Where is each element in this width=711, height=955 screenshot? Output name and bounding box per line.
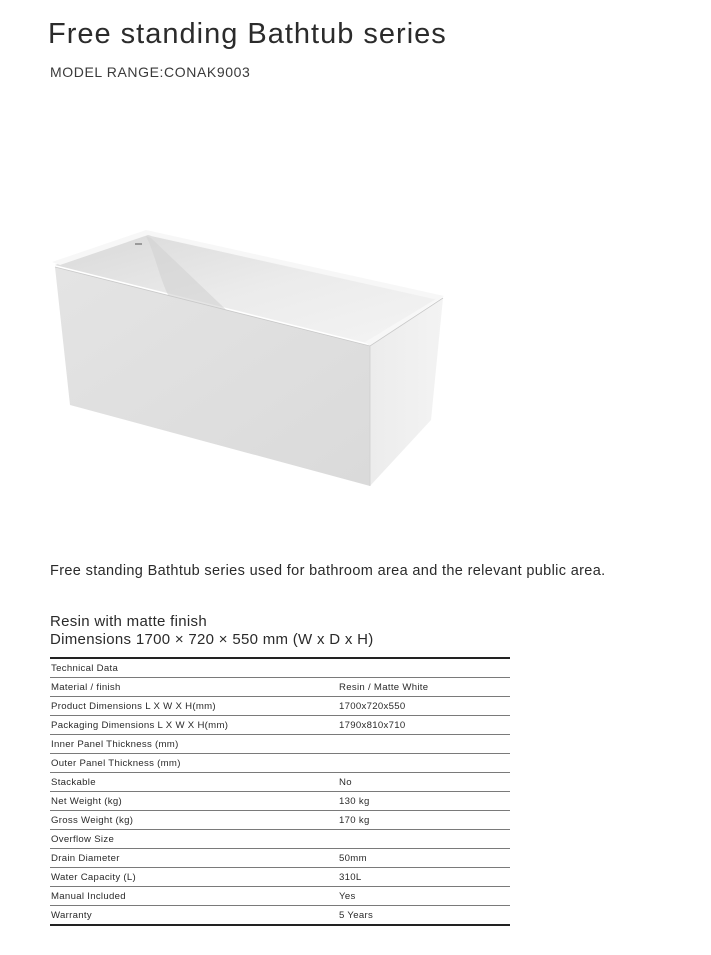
row-value: [338, 830, 510, 849]
table-row: [50, 735, 510, 754]
table-row: [50, 792, 510, 811]
row-value: [338, 754, 510, 773]
row-value: 1700x720x550: [338, 697, 510, 716]
page-title: Free standing Bathtub series: [48, 18, 447, 50]
row-value: 5 Years: [339, 909, 374, 921]
row-value: 1790x810x710: [338, 716, 510, 735]
row-label: Drain Diameter: [50, 849, 338, 868]
row-value: No: [338, 773, 510, 792]
row-label: Material / finish: [50, 678, 338, 697]
row-label: Inner Panel Thickness (mm): [50, 735, 338, 754]
row-label: Gross Weight (kg): [50, 811, 338, 830]
row-value: [338, 735, 510, 754]
bathtub-image: [40, 220, 460, 500]
row-value: 310L: [338, 868, 510, 887]
table-row: [50, 868, 510, 887]
table-row: [50, 887, 510, 906]
product-description: Free standing Bathtub series used for bathroom area and the relevant public area.: [50, 563, 606, 579]
row-value: 170 kg: [338, 811, 510, 830]
row-value: 130 kg: [338, 792, 510, 811]
row-label: Warranty: [51, 909, 92, 921]
row-label: Product Dimensions L X W X H(mm): [50, 697, 338, 716]
table-row: [50, 773, 510, 792]
row-label: Packaging Dimensions L X W X H(mm): [50, 716, 338, 735]
table-row: [50, 830, 510, 849]
table-row: [50, 906, 510, 926]
row-value: 50mm: [338, 849, 510, 868]
table-row: [50, 716, 510, 735]
row-label: Stackable: [50, 773, 338, 792]
model-range: MODEL RANGE:CONAK9003: [50, 64, 251, 80]
table-heading-row: [50, 658, 510, 678]
table-row: [50, 697, 510, 716]
row-label: Net Weight (kg): [50, 792, 338, 811]
row-label: Manual Included: [50, 887, 338, 906]
dimensions-line: Dimensions 1700 × 720 × 550 mm (W x D x H): [50, 631, 374, 648]
row-value: Yes: [338, 887, 510, 906]
table-row: [50, 811, 510, 830]
finish-line: Resin with matte finish: [50, 613, 207, 630]
row-label: Overflow Size: [50, 830, 338, 849]
row-label: Outer Panel Thickness (mm): [50, 754, 338, 773]
table-row: [50, 754, 510, 773]
table-row: [50, 678, 510, 697]
technical-data-table: [50, 657, 510, 926]
row-value: Resin / Matte White: [338, 678, 510, 697]
row-label: Water Capacity (L): [50, 868, 338, 887]
table-heading: Technical Data: [50, 658, 510, 678]
table-row: [50, 849, 510, 868]
